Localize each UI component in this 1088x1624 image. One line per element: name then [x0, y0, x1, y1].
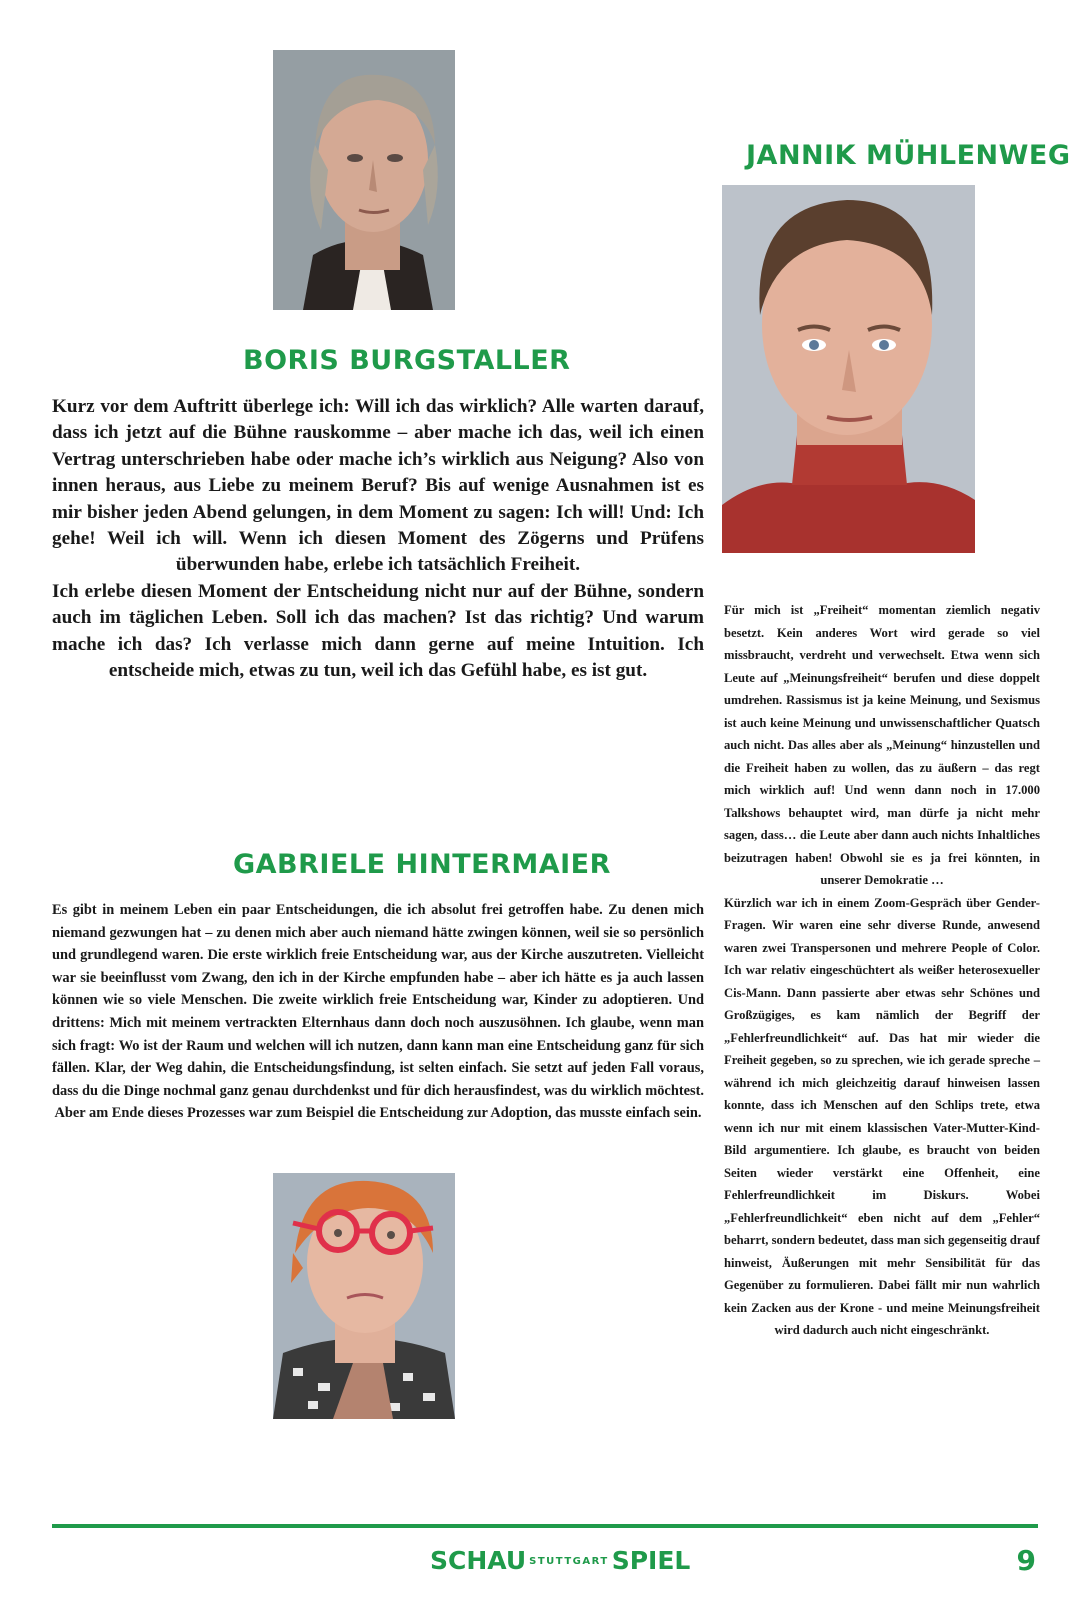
portrait-jannik-muehlenweg: [722, 185, 975, 553]
article-boris-text: [52, 394, 704, 684]
article-jannik-text: [724, 599, 1040, 1342]
logo-part-left: SCHAU: [430, 1546, 527, 1575]
paragraph: Ich erlebe diesen Moment der Entscheidung nicht nur auf der Bühne, sondern auch im täglichen Leben. Soll ich das machen? Ist das richtig? Und warum mache ich das? Ich verlasse mich dann gerne auf meine Intuition. Ich entscheide mich, etwas zu tun, weil ich das Gefühl habe, es ist gut.: [52, 580, 704, 682]
portrait-boris-burgstaller: [273, 50, 455, 310]
name-jannik-muehlenweg: JANNIK MÜHLENWEG: [746, 140, 1071, 171]
publication-logo: [430, 1546, 690, 1575]
paragraph: Für mich ist „Freiheit“ momentan ziemlich negativ besetzt. Kein anderes Wort wird gerade so viel missbraucht, verdreht und verwechselt. Etwa wenn sich Leute auf „Meinungsfreiheit“ berufen und diese doppelt umdrehen. Rassismus ist ja keine Meinung, und Sexismus ist auch keine Meinung und unwissenschaftlicher Quatsch auch nicht. Das alles aber als „Meinung“ hinzustellen und die Freiheit haben zu wollen, das zu äußern – das regt mich wirklich auf! Und wenn dann noch in 17.000 Talkshows behauptet wird, man dürfe ja nicht mehr sagen, dass… die Leute aber dann auch nichts Inhaltliches beizutragen haben! Obwohl sie es ja frei könnten, in unserer Demokratie …: [724, 603, 1040, 887]
article-gabriele-text: [52, 899, 704, 1125]
name-gabriele-hintermaier: GABRIELE HINTERMAIER: [233, 849, 611, 880]
paragraph: Kürzlich war ich in einem Zoom-Gespräch über Gender-Fragen. Wir waren eine sehr diverse Runde, anwesend waren zwei Transpersonen und mehrere People of Color. Ich war relativ eingeschüchtert als weißer heterosexueller Cis-Mann. Dann passierte aber etwas sehr Schönes und Großzügiges, es kam nämlich der Begriff der „Fehlerfreundlichkeit“ auf. Das hat mir wieder die Freiheit gegeben, so zu sprechen, wie ich gerade spreche – während ich mich gleichzeitig darauf hinweisen lassen konnte, dass ich Menschen auf den Schlips trete, etwa wenn ich nur mit einem klassischen Vater-Mutter-Kind-Bild argumentiere. Ich glaube, es braucht von beiden Seiten wieder verstärkt eine Offenheit, eine Fehlerfreundlichkeit im Diskurs. Wobei „Fehlerfreundlichkeit“ eben nicht auf dem „Fehler“ beharrt, sondern bedeutet, dass man sich gegenseitig drauf hinweist, Äußerungen mit mehr Sensibilität für das Gegenüber zu formulieren. Dabei fällt mir nun wahrlich kein Zacken aus der Krone - und meine Meinungsfreiheit wird dadurch auch nicht eingeschränkt.: [724, 895, 1040, 1337]
logo-part-middle: STUTTGART: [529, 1556, 609, 1567]
logo-part-right: SPIEL: [611, 1546, 691, 1575]
paragraph: Kurz vor dem Auftritt überlege ich: Will ich das wirklich? Alle warten darauf, dass ich jetzt auf die Bühne rauskomme – aber mache ich das, weil ich einen Vertrag unterschrieben habe oder mache ich’s wirklich aus Neigung? Also von innen heraus, aus Liebe zu meinem Beruf? Bis auf wenige Ausnahmen ist es mir bisher jeden Abend gelungen, in dem Moment zu sagen: Ich will! Und: Ich gehe! Weil ich will. Wenn ich diesen Moment des Zögerns und Prüfens überwunden habe, erlebe ich tatsächlich Freiheit.: [52, 396, 704, 576]
name-boris-burgstaller: BORIS BURGSTALLER: [243, 345, 571, 376]
paragraph: Es gibt in meinem Leben ein paar Entscheidungen, die ich absolut frei getroffen habe. Zu denen mich niemand gezwungen hat – zu denen mich aber auch niemand hätte zwingen können, weil sie so persönlich und grundlegend waren. Die erste wirklich freie Entscheidung war, aus der Kirche auszutreten. Vielleicht war sie beeinflusst vom Zwang, den ich in der Kirche empfunden habe – aber ich hätte es ja auch lassen können wie so viele Menschen. Die zweite wirklich freie Entscheidung war, Kinder zu adoptieren. Und drittens: Mich mit meinem vertrackten Elternhaus dann doch noch auszusöhnen. Ich glaube, wenn man sich fragt: Wo ist der Raum und welchen will ich nutzen, dann kann man eine Entscheidung ganz für sich fällen. Klar, der Weg dahin, die Entscheidungsfindung, ist selten einfach. Sie setzt auf jeden Fall voraus, dass du die Dinge nochmal ganz genau durchdenkst und für dich herausfindest, was du wirklich möchtest. Aber am Ende dieses Prozesses war zum Beispiel die Entscheidung zur Adoption, das musste einfach sein.: [52, 902, 704, 1122]
footer-divider: [52, 1524, 1038, 1528]
portrait-gabriele-hintermaier: [273, 1173, 455, 1419]
page-number: 9: [1016, 1544, 1036, 1577]
